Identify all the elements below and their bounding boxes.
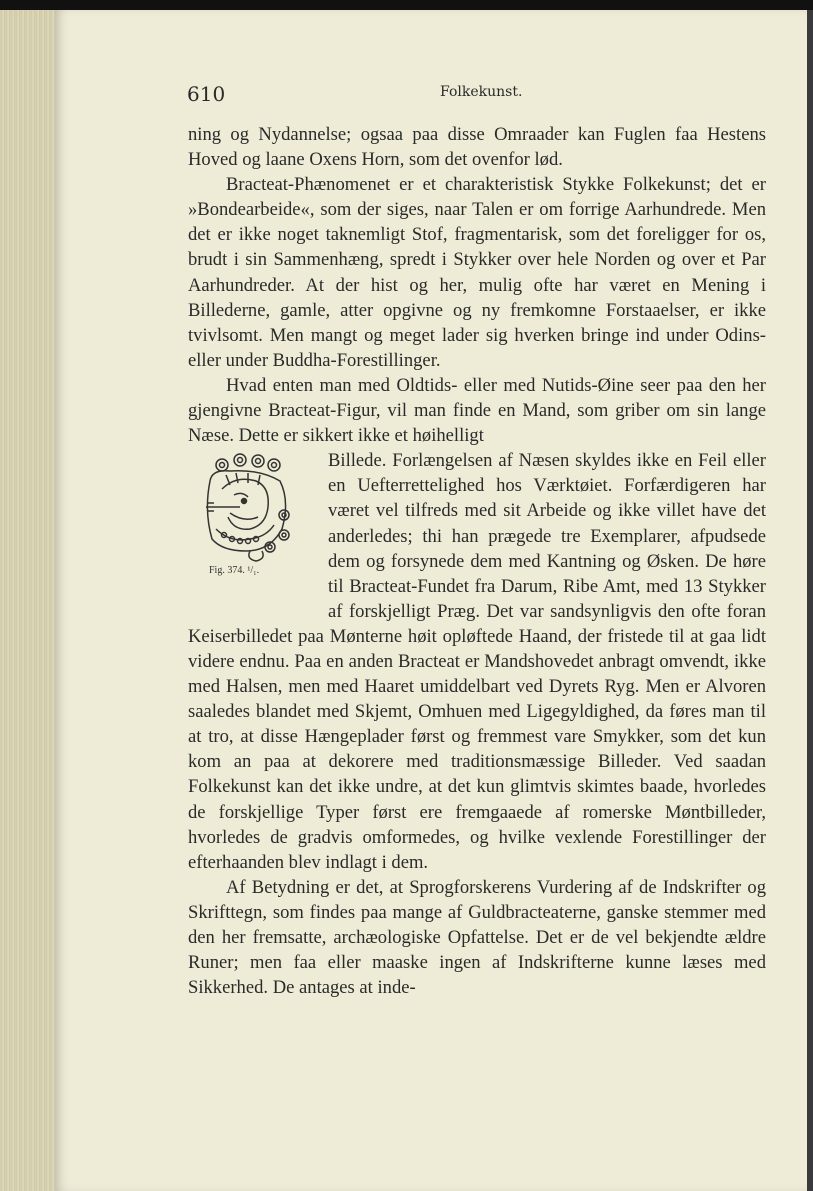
- paragraph-4: Af Betydning er det, at Sprogforskerens Vurdering af de Indskrifter og Skrifttegn, som findes paa mange af Guldbracteaterne, ganske stemmer med den her fremsatte, archæologiske Opfattelse. Det er de vel bekjendte ældre Runer; men faa eller maaske ingen af Indskrifterne kunne læses med Sikkerhed. De antages at inde-: [188, 876, 766, 999]
- paragraph-1: ning og Nydannelse; ogsaa paa disse Omraader kan Fuglen faa Hestens Hoved og laane Oxens Horn, som det ovenfor lød.: [188, 124, 766, 171]
- bracteate-figure: [188, 451, 320, 601]
- paragraph-3-rest: Billede. Forlængelsen af Næsen skyldes ikke en Feil eller en Uefterrettelighed hos Værktøiet. Forfærdigeren har været vel tilfreds med sit Arbeide og ikke villet have det anderledes; thi han prægede tre Exemplarer, afpudsede dem og forsynede dem med Kantning og Øsken. De høre til Bracteat-Fundet fra Darum, Ribe Amt, med 13 Stykker af forskjelligt Præg. Det var sandsynligvis den ofte foran Keiserbilledet paa Mønterne høit opløftede Haand, der fristede til at gaa lidt videre endnu. Paa en anden Bracteat er Mandshovedet anbragt omvendt, ikke med Halsen, men med Haaret umiddelbart ved Dyrets Ryg. Men er Alvoren saaledes blandet med Skjemt, Omhuen med Ligegyldighed, da føres man til at tro, at disse Hængeplader først og fremmest vare Smykker, som det kun kom an paa at dekorere med traditionsmæssige Billeder. Ved saadan Folkekunst kan det ikke undre, at det kun glimtvis skimtes baade, hvorledes de forskjellige Typer først ere fremgaaede af romerske Møntbilleder, hvorledes de gradvis omformedes, og hvilke vexlende Forestillinger der efterhaanden blev indlagt i dem.: [188, 450, 766, 873]
- body-text: [188, 122, 766, 1000]
- bracteate-illustration: [200, 451, 296, 563]
- paragraph-2: Bracteat-Phænomenet er et charakteristisk Stykke Folkekunst; det er »Bondearbeide«, som der siges, naar Talen er om forrige Aarhundrede. Men det er ikke noget taknemligt Stof, fragmentarisk, som det foreligger for os, brudt i sin Sammenhæng, spredt i Stykker over hele Norden og over et Par Aarhundreder. At der hist og her, mulig ofte har været en Mening i Billederne, gamle, atter opgivne og ny fremkomne Forstaaelser, er ikke tvivlsomt. Men mangt og meget lader sig hverken bringe ind under Odins- eller under Buddha-Forestillinger.: [188, 174, 766, 371]
- scan-top-border: [0, 0, 813, 10]
- book-page-edges: [0, 10, 60, 1191]
- page-number: 610: [187, 82, 226, 106]
- scan-right-border: [807, 10, 813, 1191]
- running-title: Folkekunst.: [440, 84, 523, 100]
- figure-caption: Fig. 374. ¹/₁.: [209, 565, 260, 577]
- paragraph-3-start: Hvad enten man med Oldtids- eller med Nutids-Øine seer paa den her gjengivne Bracteat-Figur, vil man finde en Mand, som griber om sin lange Næse. Dette er sikkert ikke et høihelligt: [188, 374, 766, 447]
